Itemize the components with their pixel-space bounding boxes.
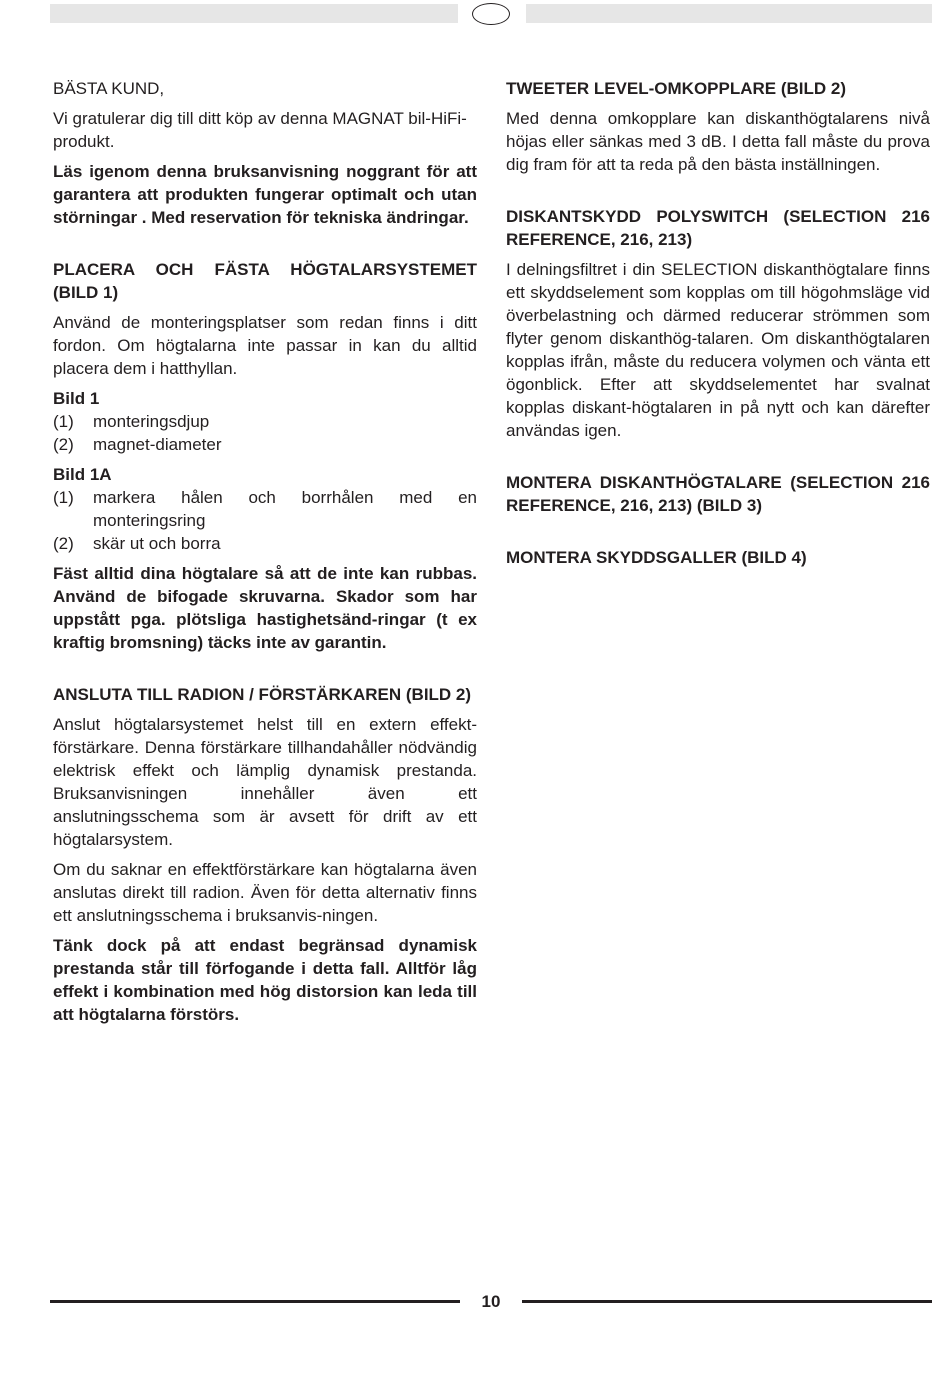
list-item-text: markera hålen och borrhålen med en monteringsring xyxy=(93,488,477,530)
bild1a-list xyxy=(53,486,477,555)
language-badge-oval xyxy=(472,3,510,25)
header-bar-left xyxy=(50,4,458,23)
list-item-text: magnet-diameter xyxy=(93,435,222,454)
section-title-mount-tweeter: MONTERA DISKANTHÖGTALARE (SELECTION 216 REFERENCE, 216, 213) (BILD 3) xyxy=(506,473,930,515)
section-title-tweeter-level: TWEETER LEVEL-OMKOPPLARE (BILD 2) xyxy=(506,79,846,98)
list-item-number: (1) xyxy=(53,412,74,431)
list-item xyxy=(53,410,477,433)
right-column xyxy=(506,77,930,576)
footer-rule-right xyxy=(522,1300,932,1303)
tweeter-level-paragraph: Med denna omkopplare kan diskanthögtalarens nivå höjas eller sänkas med 3 dB. I detta fall måste du prova dig fram för att ta reda på den bästa inställningen. xyxy=(506,109,930,174)
header-bar-right xyxy=(526,4,932,23)
connect-paragraph-2: Om du saknar en effektförstärkare kan högtalarna även anslutas direkt till radion. Även för detta alternativ finns ett anslutningsschema i bruksanvis-ningen. xyxy=(53,860,477,925)
section-title-polyswitch: DISKANTSKYDD POLYSWITCH (SELECTION 216 REFERENCE, 216, 213) xyxy=(506,207,930,249)
list-item xyxy=(53,433,477,456)
bild1-label: Bild 1 xyxy=(53,389,100,408)
connect-paragraph-1: Anslut högtalarsystemet helst till en extern effekt-förstärkare. Denna förstärkare tillhandahåller nödvändig elektrisk effekt och lämplig dynamisk prestanda. Bruksanvisningen innehåller även ett anslutningsschema som är avsett för drift av ett högtalarsystem. xyxy=(53,715,477,849)
list-item-text: monteringsdjup xyxy=(93,412,210,431)
intro-paragraph: Vi gratulerar dig till ditt köp av denna MAGNAT bil-HiFi-produkt. xyxy=(53,109,467,151)
list-item xyxy=(53,532,477,555)
polyswitch-paragraph: I delningsfiltret i din SELECTION diskanthögtalare finns ett skyddselement som kopplas om till högohmsläge vid överbelastning och därmed reducerar strömmen som flyter genom diskanthög-talaren. Om diskanthögtalaren kopplas ifrån, måste du reducera volymen och vänta ett ögonblick. Efter att skyddselementet har svalnat kopplas diskant-högtalaren in på nytt och kan därefter användas igen. xyxy=(506,260,930,440)
section-title-placement: PLACERA OCH FÄSTA HÖGTALARSYSTEMET (BILD 1) xyxy=(53,260,477,302)
intro-notice: Läs igenom denna bruksanvisning noggrant för att garantera att produkten fungerar optimalt och utan störningar . Med reservation för tekniska ändringar. xyxy=(53,162,477,227)
bild1-list xyxy=(53,410,477,456)
page-number: 10 xyxy=(481,1292,501,1311)
placement-paragraph: Använd de monteringsplatser som redan finns i ditt fordon. Om högtalarna inte passar in kan du alltid placera dem i hatthyllan. xyxy=(53,313,477,378)
list-item xyxy=(53,486,477,532)
section-title-connect: ANSLUTA TILL RADION / FÖRSTÄRKAREN (BILD 2) xyxy=(53,685,472,704)
connect-warning: Tänk dock på att endast begränsad dynamisk prestanda står till förfogande i detta fall. Alltför låg effekt i kombination med hög distorsion kan leda till att högtalarna förstörs. xyxy=(53,936,477,1024)
footer-rule-left xyxy=(50,1300,460,1303)
left-column xyxy=(53,77,477,1033)
list-item-number: (2) xyxy=(53,435,74,454)
mounting-warning: Fäst alltid dina högtalare så att de inte kan rubbas. Använd de bifogade skruvarna. Skador som har uppstått pga. plötsliga hastighetsänd-ringar (t ex kraftig bromsning) täcks inte av garantin. xyxy=(53,564,477,652)
section-title-mount-grille: MONTERA SKYDDSGALLER (BILD 4) xyxy=(506,548,807,567)
list-item-number: (1) xyxy=(53,488,74,507)
list-item-text: skär ut och borra xyxy=(93,534,221,553)
greeting: BÄSTA KUND, xyxy=(53,79,165,98)
bild1a-label: Bild 1A xyxy=(53,465,112,484)
list-item-number: (2) xyxy=(53,534,74,553)
